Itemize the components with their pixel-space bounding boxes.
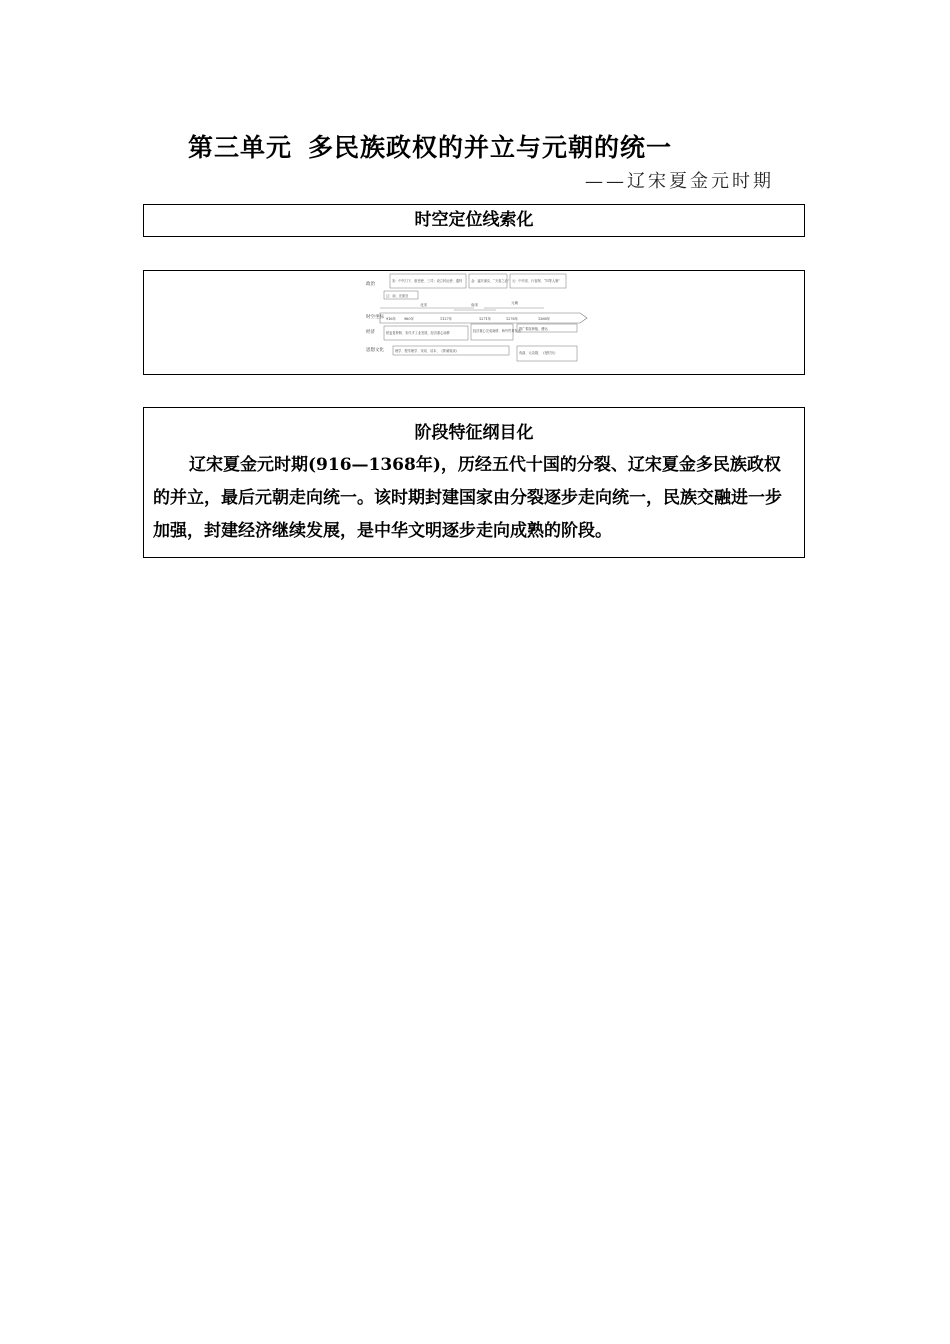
culture-box [393, 346, 509, 355]
stage-characteristics-box [143, 407, 805, 558]
politics-box-text: 元：中书省、行省制、“四等人制” [512, 279, 560, 283]
row-label-politics: 政治 [366, 282, 375, 287]
year-label: 1127年 [440, 317, 453, 321]
politics-box-text: 宋：中书门下、枢密使、三司；设立转运使、通判 [392, 279, 463, 283]
politics-box [469, 274, 510, 288]
section-heading: 阶段特征纲目化 [414, 423, 534, 443]
section-timeline-heading-box [143, 204, 805, 237]
timeline-diagram [144, 271, 804, 374]
politics-box [384, 291, 418, 299]
year-label: 1276年 [506, 317, 519, 321]
politics-box [510, 274, 566, 288]
economy-box [471, 324, 522, 340]
year-label: 1368年 [538, 317, 551, 321]
politics-box [390, 274, 466, 288]
row-label-culture: 思想文化 [366, 348, 384, 353]
economy-box-text: 经济重心完成南移、海外贸易发达 [473, 329, 521, 333]
stage-summary-paragraph: 辽宋夏金元时期(916—1368年)，历经五代十国的分裂、辽宋夏金多民族政权的并立，最后元朝走向统一。该时期封建国家由分裂逐步走向统一，民族交融进一步加强，封建经济继续发展，是中华文明逐步走向成熟的阶段。 [153, 455, 782, 541]
unit-title [188, 128, 672, 164]
year-label: 1271年 [479, 317, 492, 321]
section-heading: 时空定位线索化 [414, 210, 534, 230]
year-label: 960年 [404, 317, 414, 321]
dynasty-label: 南宋 [471, 303, 479, 307]
row-label-economy: 经济 [366, 330, 375, 335]
culture-box [517, 346, 577, 361]
unit-number: 第三单元 [188, 133, 293, 162]
politics-box-text: 辽：南、北面官 [386, 294, 409, 298]
economy-box [384, 326, 468, 340]
politics-box-text: 金：猛安谋克、“天眷之治” [471, 279, 510, 283]
dynasty-label: 北宋 [420, 303, 428, 307]
unit-subtitle: ——辽宋夏金元时期 [585, 171, 774, 192]
culture-box-text: 戏曲、元杂剧、《授时历》 [519, 351, 558, 355]
row-label-timeline: 时空坐标 [366, 315, 384, 320]
culture-box-text: 理学、程朱理学、宋词、话本、《梦溪笔谈》 [395, 349, 459, 353]
year-label: 916年 [386, 317, 396, 321]
unit-name: 多民族政权的并立与元朝的统一 [308, 133, 673, 162]
timeline-figure-box [143, 270, 805, 375]
economy-box [517, 324, 577, 332]
economy-box-text: 稻麦复种制、宋代手工业发展、经济重心南移 [386, 331, 450, 335]
dynasty-label: 元朝 [511, 301, 519, 305]
economy-box-text: 推广棉花种植、漕运 [519, 327, 548, 331]
